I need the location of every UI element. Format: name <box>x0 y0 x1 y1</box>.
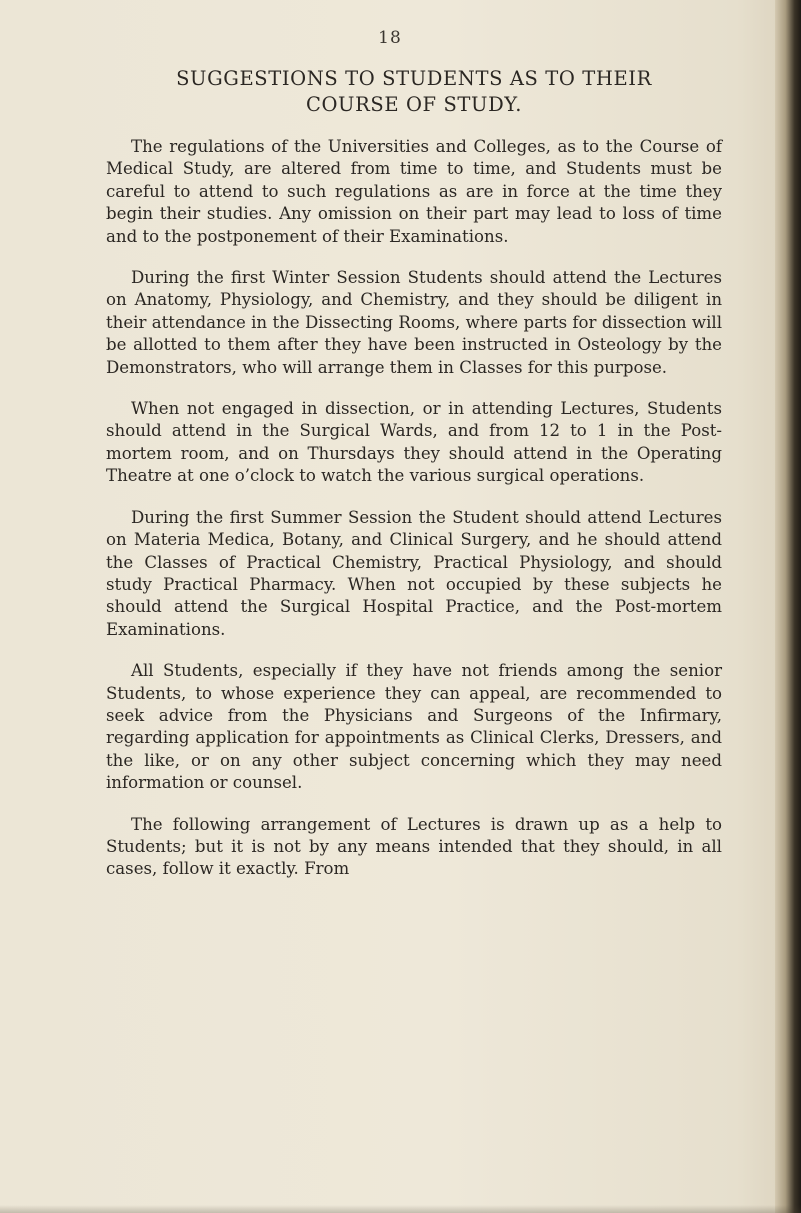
page-binding-edge <box>775 0 801 1213</box>
article-title-line-2: COURSE OF STUDY. <box>305 93 523 116</box>
paragraph-regulations: The regulations of the Universities and Colleges, as to the Course of Medical Study, are altered from time to time, and Students must be careful to attend to such regulations as are in force at the time they begin their studies. Any omission on their part may lead to loss of time and to the postponement of their Examinations. <box>106 137 722 246</box>
article-title <box>106 66 722 118</box>
paragraph-winter-session: During the first Winter Session Students should attend the Lectures on Anatomy, Physiology, and Chemistry, and they should be diligent in their attendance in the Dissecting Rooms, where parts for dissection will be allotted to them after they have been instructed in Osteology by the Demonstrators, who will arrange them in Classes for this purpose. <box>106 268 722 377</box>
paragraph-summer-session: During the first Summer Session the Student should attend Lectures on Materia Medica, Botany, and Clinical Surgery, and he should attend the Classes of Practical Chemistry, Practical Physiology, and should study Practical Pharmacy. When not occupied by these subjects he should attend the Surgical Hospital Practice, and the Post-mortem Examinations. <box>106 507 722 639</box>
article-title-line-1: SUGGESTIONS TO STUDENTS AS TO THEIR <box>176 67 652 90</box>
page-number: 18 <box>378 28 402 48</box>
paragraph-lecture-arrangement: The following arrangement of Lectures is drawn up as a help to Students; but it is not by any means intended that they should, in all cases, follow it exactly. From <box>106 814 722 879</box>
paragraph-advice: All Students, especially if they have not friends among the senior Students, to whose experience they can appeal, are recommended to seek advice from the Physicians and Surgeons of the Infirmary, regarding application for appointments as Clinical Clerks, Dressers, and the like, or on any other subject concerning which they may need information or counsel. <box>106 661 722 793</box>
page-bottom-shadow <box>0 1205 801 1213</box>
paragraph-dissection: When not engaged in dissection, or in attending Lectures, Students should attend in the Surgical Wards, and from 12 to 1 in the Post-mortem room, and on Thursdays they should attend in the Operating Theatre at one o’clock to watch the various surgical operations. <box>106 399 722 486</box>
article <box>106 66 722 900</box>
